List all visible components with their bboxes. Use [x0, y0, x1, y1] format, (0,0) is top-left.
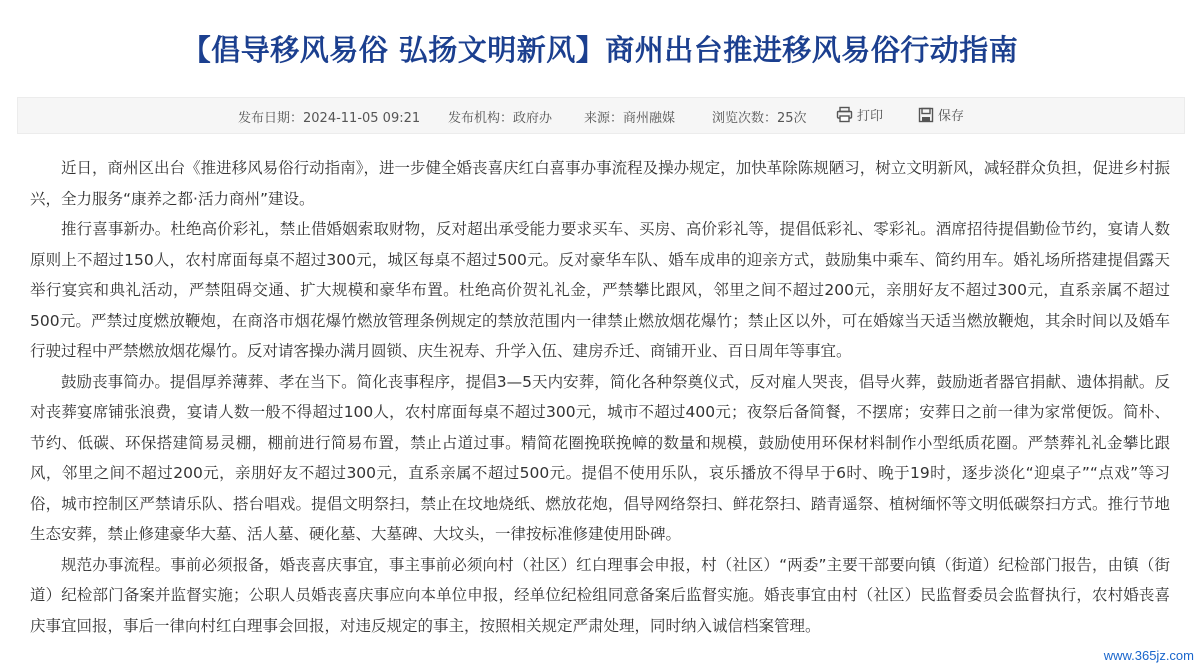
paragraph-funerals: 鼓励丧事简办。提倡厚养薄葬、孝在当下。简化丧事程序，提倡3—5天内安葬，简化各种祭奠仪式，反对雇人哭丧，倡导火葬，鼓励逝者器官捐献、遗体捐献。反对丧葬宴席铺张浪费，宴请人数一般不得超过100人，农村席面每桌不超过300元，城市不超过400元；夜祭后备简餐，不摆席；安葬日之前一律为家常便饭。简朴、节约、低碳、环保搭建简易灵棚，棚前进行简易布置，禁止占道过事。精简花圈挽联挽幛的数量和规模，鼓励使用环保材料制作小型纸质花圈。严禁葬礼礼金攀比跟风，邻里之间不超过200元，亲朋好友不超过300元，直系亲属不超过500元。提倡不使用乐队，哀乐播放不得早于6时、晚于19时，逐步淡化“迎桌子”“点戏”等习俗，城市控制区严禁请乐队、搭台唱戏。提倡文明祭扫，禁止在坟地烧纸、燃放花炮，倡导网络祭扫、鲜花祭扫、踏青遥祭、植树缅怀等文明低碳祭扫方式。推行节地生态安葬，禁止修建豪华大墓、活人墓、硬化墓、大墓碑、大坟头，一律按标准修建使用卧碑。 — [30, 372, 1170, 543]
paragraph-intro: 近日，商州区出台《推进移风易俗行动指南》，进一步健全婚丧喜庆红白喜事办事流程及操办规定，加快革除陈规陋习，树立文明新风，减轻群众负担，促进乡村振兴，全力服务“康养之都·活力商州”建设。 — [30, 159, 1170, 208]
view-count: 浏览次数：25次 — [712, 111, 807, 126]
paragraph-weddings: 推行喜事新办。杜绝高价彩礼，禁止借婚姻索取财物，反对超出承受能力要求买车、买房、高价彩礼等，提倡低彩礼、零彩礼。酒席招待提倡勤俭节约，宴请人数原则上不超过150人，农村席面每桌不超过300元，城区每桌不超过500元。反对豪华车队、婚车成串的迎亲方式，鼓励集中乘车、简约用车。婚礼场所搭建提倡露天举行宴宾和典礼活动，严禁阻碍交通、扩大规模和豪华布置。杜绝高价贺礼礼金，严禁攀比跟风，邻里之间不超过200元，亲朋好友不超过300元，直系亲属不超过500元。严禁过度燃放鞭炮，在商洛市烟花爆竹燃放管理条例规定的禁放范围内一律禁止燃放烟花爆竹；禁止区以外，可在婚嫁当天适当燃放鞭炮，其余时间以及婚车行驶过程中严禁燃放烟花爆竹。反对请客操办满月圆锁、庆生祝寿、升学入伍、建房乔迁、商铺开业、百日周年等事宜。 — [30, 220, 1170, 360]
printer-icon — [836, 106, 853, 123]
site-watermark: www.365jz.com — [1103, 648, 1194, 663]
article-body — [30, 153, 1170, 641]
print-label: 打印 — [857, 109, 884, 124]
source: 来源：商州融媒 — [584, 111, 676, 126]
save-label: 保存 — [938, 109, 965, 124]
article-meta-bar — [17, 97, 1185, 134]
article-title: 【倡导移风易俗 弘扬文明新风】商州出台推进移风易俗行动指南 — [181, 33, 1019, 67]
publish-date: 发布日期：2024-11-05 09:21 — [238, 111, 421, 126]
save-icon — [918, 107, 934, 123]
save-button[interactable] — [918, 105, 964, 124]
print-button[interactable] — [836, 105, 883, 124]
publisher: 发布机构：政府办 — [448, 111, 553, 126]
paragraph-procedures: 规范办事流程。事前必须报备，婚丧喜庆事宜，事主事前必须向村（社区）红白理事会申报，村（社区）“两委”主要干部要向镇（街道）纪检部门报告，由镇（街道）纪检部门备案并监督实施；公职人员婚丧喜庆事应向本单位申报，经单位纪检组同意备案后监督实施。婚丧事宜由村（社区）民监督委员会监督执行，农村婚丧喜庆事宜回报，事后一律向村红白理事会回报，对违反规定的事主，按照相关规定严肃处理，同时纳入诚信档案管理。 — [30, 555, 1170, 635]
